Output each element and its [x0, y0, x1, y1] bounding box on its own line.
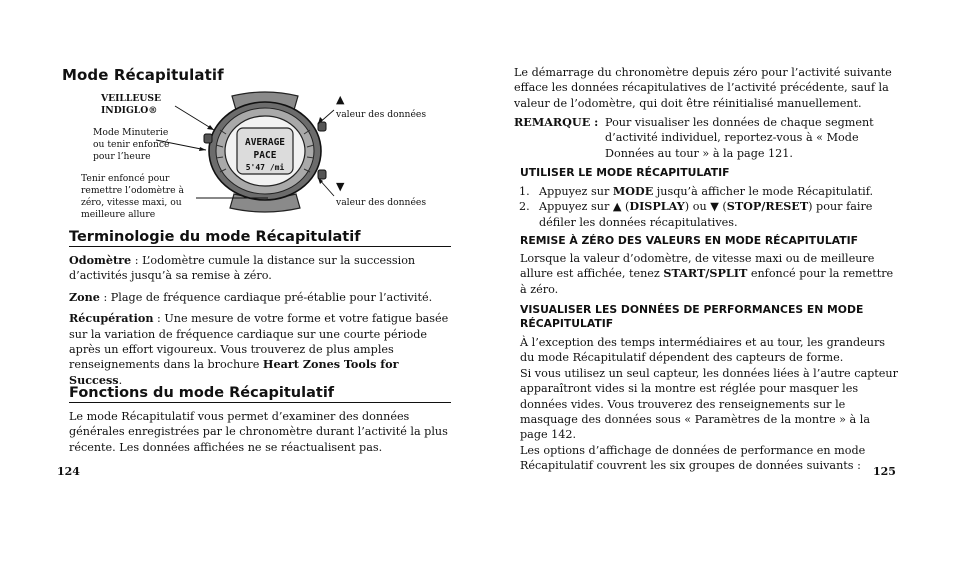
performance-paragraph-1: À l’exception des temps intermédiaires et au tour, les grandeurs du mode Récapitulatif dépendent des capteurs de forme.	[520, 336, 886, 365]
terminology-heading: Terminologie du mode Récapitulatif	[69, 229, 451, 247]
performance-text	[520, 335, 898, 474]
note-label: REMARQUE :	[514, 115, 599, 129]
term-recovery: Récupération : Une mesure de votre forme et votre fatigue basée sur la variation de fréquence cardiaque sur une courte période après un effort vigoureux. Vous trouverez de plus amples renseignements dans la brochure Heart Zones Tools for Success.	[69, 311, 449, 387]
functions-heading: Fonctions du mode Récapitulatif	[69, 385, 451, 403]
use-heading: UTILISER LE MODE RÉCAPITULATIF	[520, 166, 730, 179]
reset-heading: REMISE À ZÉRO DES VALEURS EN MODE RÉCAPITULATIF	[520, 234, 859, 247]
functions-text: Le mode Récapitulatif vous permet d’examiner des données générales enregistrées par le chronomètre durant l’activité la plus récente. Les données affichées ne se réactualisent pas.	[69, 410, 448, 454]
page-number-right: 125	[873, 465, 896, 478]
intro-text: Le démarrage du chronomètre depuis zéro pour l’activité suivante efface les données récapitulatives de l’activité précédente, sauf la valeur de l’odomètre, qui doit être réinitialisé manuellement.	[514, 66, 892, 110]
terminology-list	[69, 253, 451, 388]
page-title: Mode Récapitulatif	[62, 66, 224, 84]
performance-heading: VISUALISER LES DONNÉES DE PERFORMANCES EN MODE RÉCAPITULATIF	[520, 303, 864, 330]
watch-down-button	[318, 170, 326, 179]
performance-paragraph-2: Si vous utilisez un seul capteur, les données liées à l’autre capteur apparaîtront vides si la montre est réglée pour masquer les données vides. Vous trouverez des renseignements sur le masquage des données sous « Paramètres de la montre » à la page 142.	[520, 366, 898, 442]
page-number-left: 124	[57, 465, 80, 478]
up-arrow-icon: ▲	[336, 93, 345, 106]
note-text: Pour visualiser les données de chaque segment d’activité individuel, reportez-vous à « Mode Données au tour » à la page 121.	[605, 116, 874, 160]
screen-line-2: PACE	[253, 150, 277, 161]
watch-illustration	[190, 90, 340, 215]
term-zone: Zone : Plage de fréquence cardiaque pré-établie pour l’activité.	[69, 289, 433, 304]
up-button-label: valeur des données	[336, 109, 427, 120]
backlight-button-label: VEILLEUSE INDIGLO®	[101, 93, 162, 116]
screen-line-3: 5'47 /mi	[245, 163, 285, 172]
reset-text: Lorsque la valeur d’odomètre, de vitesse maxi ou de meilleure allure est affichée, tenez START/SPLIT enfoncé pour la remettre à zéro.	[520, 252, 894, 296]
note-block	[514, 115, 896, 161]
watch-left-button	[204, 134, 212, 143]
down-arrow-icon: ▼	[336, 180, 345, 193]
watch-up-button	[318, 122, 326, 131]
step-1: 1. Appuyez sur MODE jusqu’à afficher le mode Récapitulatif.	[519, 184, 874, 198]
reset-button-label: Tenir enfoncé pour remettre l’odomètre à zéro, vitesse maxi, ou meilleure allure	[81, 173, 184, 220]
screen-line-1: AVERAGE	[244, 137, 286, 148]
step-2: 2. Appuyez sur ▲ (DISPLAY) ou ▼ (STOP/RESET) pour faire défiler les données récapitulatives.	[519, 199, 873, 229]
performance-paragraph-3: Les options d’affichage de données de performance en mode Récapitulatif couvrent les six groupes de données suivants :	[520, 443, 866, 473]
down-button-label: valeur des données	[336, 197, 427, 208]
timer-button-label: Mode Minuterie ou tenir enfoncé pour l’heure	[93, 127, 170, 162]
steps-list	[519, 184, 895, 230]
term-odometer: Odomètre : L’odomètre cumule la distance sur la succession d’activités jusqu’à sa remise à zéro.	[69, 253, 416, 283]
